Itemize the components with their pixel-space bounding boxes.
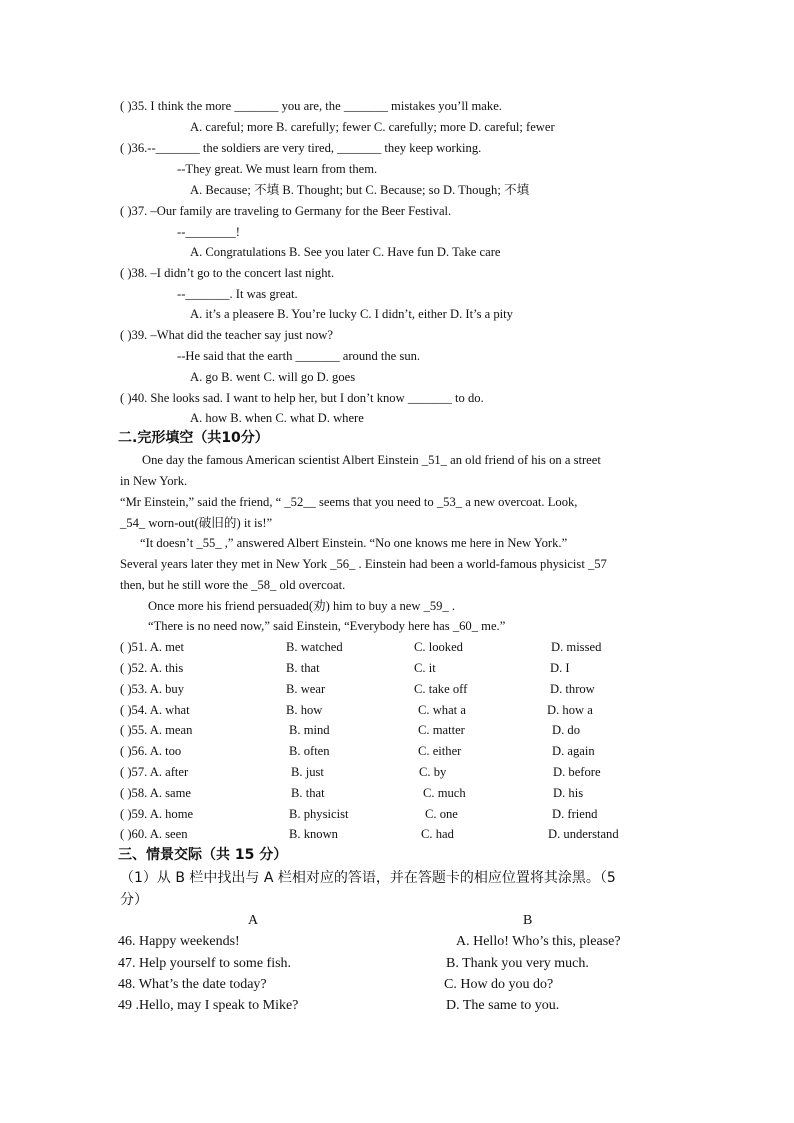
question-options: A. Congratulations B. See you later C. Have fun D. Take care	[190, 245, 501, 259]
option-d: D. before	[553, 765, 601, 779]
option-b: B. watched	[286, 640, 343, 654]
option-a: ( )52. A. this	[120, 661, 184, 675]
option-b: B. how	[286, 703, 323, 717]
match-item-a: 46. Happy weekends!	[118, 934, 240, 949]
option-d: D. how a	[547, 703, 593, 717]
match-item-b: B. Thank you very much.	[446, 956, 589, 971]
question-dialogue: --________!	[177, 225, 240, 239]
question-options: A. it’s a pleasere B. You’re lucky C. I didn’t, either D. It’s a pity	[190, 307, 513, 321]
question-options: A. careful; more B. carefully; fewer C. carefully; more D. careful; fewer	[190, 120, 555, 134]
option-c: C. it	[414, 661, 436, 675]
column-header-a: A	[248, 913, 259, 928]
option-a: ( )54. A. what	[120, 703, 190, 717]
option-b: B. physicist	[289, 807, 349, 821]
passage-line: Once more his friend persuaded(劝) him to buy a new _59_ .	[148, 599, 456, 613]
option-b: B. mind	[289, 723, 330, 737]
option-c: C. either	[418, 744, 462, 758]
option-c: C. had	[421, 827, 454, 841]
question-dialogue: --He said that the earth _______ around the sun.	[177, 349, 421, 363]
option-a: ( )53. A. buy	[120, 682, 185, 696]
option-d: D. I	[550, 661, 570, 675]
option-a: ( )59. A. home	[120, 807, 194, 821]
option-d: D. understand	[548, 827, 619, 841]
option-c: C. looked	[414, 640, 463, 654]
option-a: ( )55. A. mean	[120, 723, 193, 737]
option-c: C. take off	[414, 682, 468, 696]
option-c: C. by	[419, 765, 447, 779]
question-stem: ( )39. –What did the teacher say just now?	[120, 328, 333, 342]
option-d: D. do	[552, 723, 580, 737]
option-b: B. known	[289, 827, 338, 841]
option-d: D. friend	[552, 807, 598, 821]
question-options: A. go B. went C. will go D. goes	[190, 370, 356, 384]
section-instruction: （1）从 B 栏中找出与 A 栏相对应的答语，并在答题卡的相应位置将其涂黑。（5	[120, 870, 616, 886]
passage-line: then, but he still wore the _58_ old overcoat.	[120, 578, 346, 592]
question-options: A. how B. when C. what D. where	[190, 411, 364, 425]
option-d: D. again	[552, 744, 595, 758]
column-header-b: B	[523, 913, 533, 928]
option-d: D. throw	[550, 682, 595, 696]
option-c: C. matter	[418, 723, 465, 737]
question-options: A. Because; 不填 B. Thought; but C. Because; so D. Though; 不填	[190, 183, 530, 197]
question-stem: ( )40. She looks sad. I want to help her, but I don’t know _______ to do.	[120, 391, 484, 405]
match-item-b: C. How do you do?	[444, 977, 554, 992]
option-b: B. wear	[286, 682, 326, 696]
passage-line: in New York.	[120, 474, 188, 488]
option-a: ( )57. A. after	[120, 765, 189, 779]
section-instruction-cont: 分）	[120, 892, 148, 908]
question-stem: ( )35. I think the more _______ you are, the _______ mistakes you’ll make.	[120, 99, 502, 113]
option-c: C. one	[425, 807, 458, 821]
option-b: B. often	[289, 744, 330, 758]
section-heading-dialogue: 三、情景交际（共 15 分）	[118, 847, 288, 863]
question-dialogue: --_______. It was great.	[177, 287, 298, 301]
passage-line: “There is no need now,” said Einstein, “Everybody here has _60_ me.”	[148, 619, 506, 633]
option-b: B. that	[291, 786, 325, 800]
passage-line: “Mr Einstein,” said the friend, “ _52__ seems that you need to _53_ a new overcoat. Look,	[120, 495, 578, 509]
question-stem: ( )36.--_______ the soldiers are very tired, _______ they keep working.	[120, 141, 482, 155]
option-a: ( )60. A. seen	[120, 827, 188, 841]
match-item-a: 48. What’s the date today?	[118, 977, 267, 992]
option-c: C. much	[423, 786, 466, 800]
match-item-a: 49 .Hello, may I speak to Mike?	[118, 998, 299, 1013]
option-c: C. what a	[418, 703, 466, 717]
option-b: B. that	[286, 661, 320, 675]
question-stem: ( )37. –Our family are traveling to Germany for the Beer Festival.	[120, 204, 452, 218]
match-item-a: 47. Help yourself to some fish.	[118, 956, 292, 971]
passage-line: Several years later they met in New York _56_ . Einstein had been a world-famous physicist _57	[120, 557, 607, 571]
question-dialogue: --They great. We must learn from them.	[177, 162, 378, 176]
question-stem: ( )38. –I didn’t go to the concert last night.	[120, 266, 335, 280]
option-d: D. his	[553, 786, 584, 800]
option-d: D. missed	[551, 640, 602, 654]
passage-line: One day the famous American scientist Albert Einstein _51_ an old friend of his on a street	[142, 453, 601, 467]
option-b: B. just	[291, 765, 324, 779]
option-a: ( )56. A. too	[120, 744, 182, 758]
match-item-b: D. The same to you.	[446, 998, 560, 1013]
option-a: ( )58. A. same	[120, 786, 191, 800]
passage-line: _54_ worn-out(破旧的) it is!”	[120, 516, 273, 530]
passage-line: “It doesn’t _55_ ,” answered Albert Einstein. “No one knows me here in New York.”	[140, 536, 568, 550]
option-a: ( )51. A. met	[120, 640, 185, 654]
section-heading-cloze: 二.完形填空（共10分）	[118, 430, 269, 446]
match-item-b: A. Hello! Who’s this, please?	[456, 934, 621, 949]
